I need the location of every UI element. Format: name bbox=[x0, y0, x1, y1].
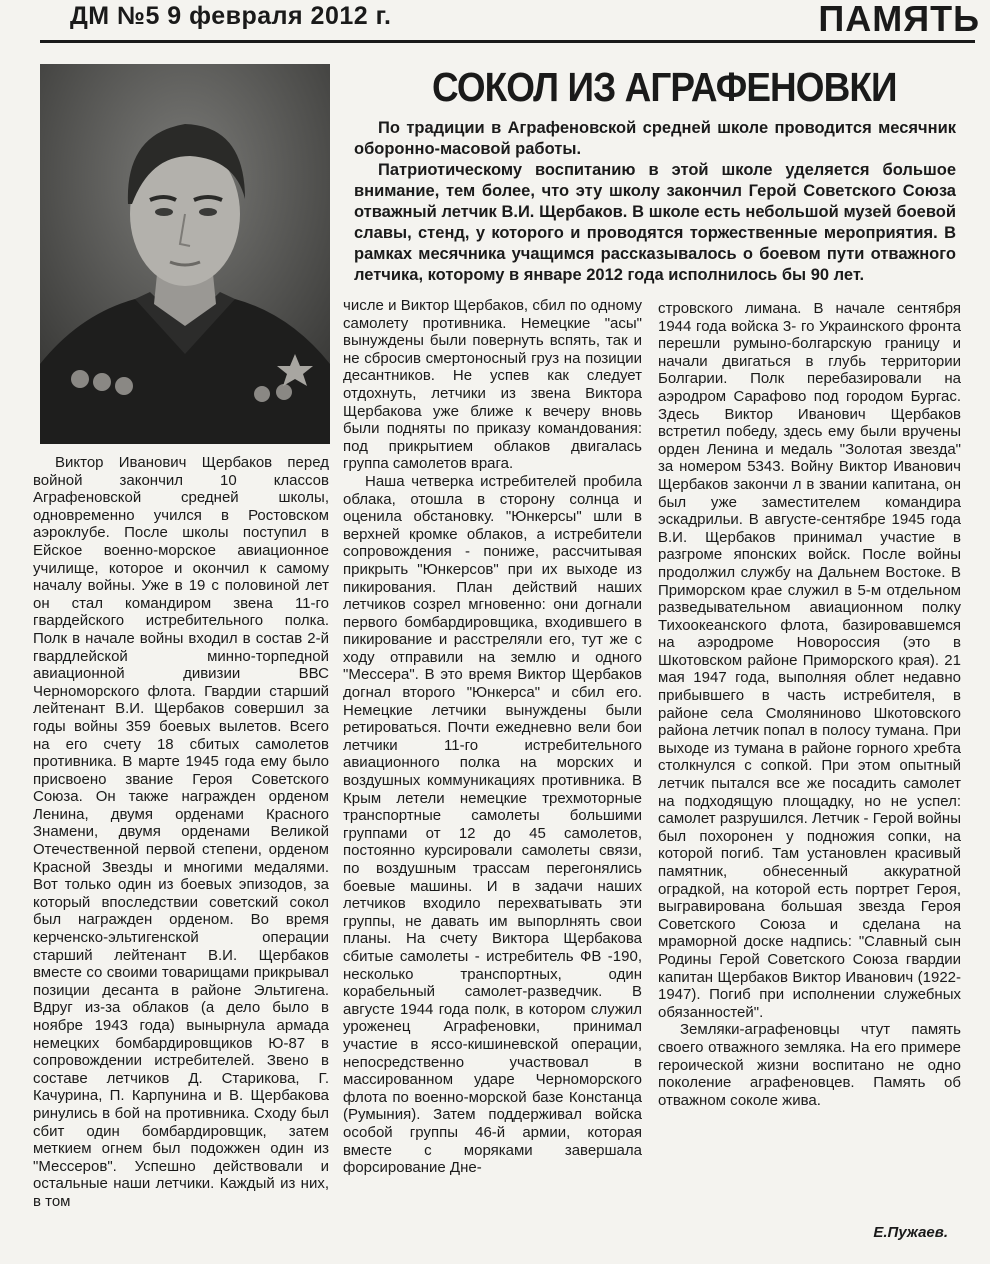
text-column-3 bbox=[658, 300, 961, 1109]
article-title: СОКОЛ ИЗ АГРАФЕНОВКИ bbox=[432, 64, 897, 110]
text-column-2 bbox=[343, 297, 642, 1177]
lead-paragraph: Патриотическому воспитанию в этой школе уделяется большое внимание, тем более, что эту школу закончил Герой Советского Союза отважный летчик В.И. Щербаков. В школе есть небольшой музей боевой славы, стенд, у которого и проводятся торжественные мероприятия. В рамках месячника учащимся рассказывалось о боевом пути отважного летчика, которому в январе 2012 года исполнилось бы 90 лет. bbox=[354, 161, 956, 284]
author-signature: Е.Пужаев. bbox=[873, 1224, 948, 1241]
body-paragraph: Виктор Иванович Щербаков перед войной закончил 10 классов Аграфеновской средней школы, одновременно учился в Ростовском аэроклубе. После школы поступил в Ейское военно-морское авиационное училище, которое и окончил к самому началу войны. Уже в 19 с половиной лет он стал командиром звена 11-го гвардейского истребительного полка. Полк в начале войны входил в состав 2-й гвардлейской минно-торпедной авиационной дивизии ВВС Черноморского флота. Гвардии старший лейтенант В.И. Щербаков совершил за годы войны 359 боевых вылетов. Всего на его счету 18 сбитых самолетов противника. В марте 1945 года ему было присвоено звание Героя Советского Союза. Он также награжден орденом Ленина, двумя орденами Красного Знамени, двумя орденами Великой Отечественной первой степени, орденом Красной Звезды и многими медалями. Вот только один из боевых эпизодов, за который впоследствии советский сокол был награжден орденом. Во время керченско-эльтигенской операции старший лейтенант В.И. Щербаков вместе со своими товарищами прикрывал позиции десанта в районе Эльтигена. Вдруг из-за облаков (а дело было в ноябре 1943 года) вынырнула армада немецких бомбардировщиков Ю-87 в сопровождении истребителей. Звено в составе летчиков Д. Старикова, Г. Качурина, П. Карпунина и В. Щербакова ринулись в бой на противника. Сходу был сбит один бомбардировщик, затем меткием огнем был подожжен один из "Мессеров". Успешно действовали и остальные наши летчики. Каждый из них, в том bbox=[33, 454, 329, 1210]
portrait-photo bbox=[40, 64, 330, 444]
body-paragraph: Наша четверка истребителей пробила облака, отошла в сторону солнца и оценила обстановку. "Юнкерсы" шли в верхней кромке облаков, а истребители сопровождения - пониже, рассчитывая прикрыть "Юнкерсов" при их выходе из пикирования. План действий наших летчиков созрел мгновенно: они догнали первого бомбардировщика, входившего в пикирование и расстреляли его, тут же с ходу отправили на землю и одного "Мессера". В это время Виктор Щербаков догнал второго "Юнкерса" и сбил его. Немецкие летчики вынуждены были ретироваться. Почти ежедневно вели бои летчики 11-го истребительного авиационного полка на морских и воздушных коммуникациях противника. В Крым летели немецкие трехмоторные транспортные самолеты большими группами от 12 до 45 самолетов, постоянно курсировали самолеты связи, по воздушным трассам перегонялись боевые машины. И в задачи наших летчиков входило перехватывать эти группы, не давать им выпорлнять свои планы. На счету Виктора Щербакова сбитые самолеты - истребитель ФВ -190, несколько транспортных, один корабельный самолет-разведчик. В августе 1944 года полк, в котором служил уроженец Аграфеновки, принимал участие в яссо-кишиневской операции, непосредственно участвовал в массированном ударе Черноморского флота по военно-морской базе Констанца (Румыния). Затем поддерживал войска особой группы 46-й армии, которая вместе с моряками завершала форсирование Дне- bbox=[343, 472, 642, 1177]
body-paragraph: Земляки-аграфеновцы чтут память своего отважного земляка. На его примере героической жизни воспитано не одно поколение аграфеновцев. Память об отважном соколе жива. bbox=[658, 1021, 961, 1109]
lead-paragraph: По традиции в Аграфеновской средней школе проводится месячник оборонно-масовой работы. bbox=[354, 119, 956, 158]
issue-date: ДМ №5 9 февраля 2012 г. bbox=[70, 2, 392, 30]
body-paragraph: стровского лимана. В начале сентября 1944 года войска 3- го Украинского фронта перешли румыно-болгарскую границу и начали двигаться в глубь территории Болгарии. Полк перебазировали на аэродром Сарафово под городом Бургас. Здесь Виктор Иванович Щербаков встретил победу, здесь ему были вручены орден Ленина и медаль "Золотая звезда" за номером 5343. Войну Виктор Иванович Щербаков закончи л в звании капитана, он был уже заместителем командира эскадрильи. В августе-сентябре 1945 года В.И. Щербаков принимал участие в разгроме японских войск. После войны продолжил службу на Дальнем Востоке. В Приморском крае служил в 5-м отдельном разведывательном авиационном полку Тихоокеанского флота, базировавшемся на аэродроме Новороссия (это в Шкотовском районе Приморского края). 21 мая 1947 года, выполняя облет недавно прибывшего в часть истребителя, в районе села Смоляниново Шкотовского района летчик попал в полосу тумана. При выходе из тумана в районе горного хребта столкнулся с сопкой. При этом опытный летчик пытался все же посадить самолет на подходящую площадку, но не успел: самолет разрушился. Летчик - Герой войны был похоронен у подножия сопки, на которой погиб. Там установлен красивый памятник, обнесенный аккуратной оградкой, на которой есть портрет Героя, выгравирована большая звезда Героя Советского Союза и сделана на мраморной доске надпись: "Славный сын Родины Герой Советского Союза гвардии капитан Щербаков Виктор Иванович (1922-1947). Погиб при исполнении служебных обязанностей". bbox=[658, 300, 961, 1021]
article-lead bbox=[354, 118, 956, 286]
header-rule bbox=[40, 40, 975, 43]
portrait-image bbox=[40, 64, 330, 444]
masthead bbox=[40, 0, 980, 40]
text-column-1 bbox=[33, 454, 329, 1211]
rubric-title: ПАМЯТЬ bbox=[818, 0, 980, 39]
body-paragraph: числе и Виктор Щербаков, сбил по одному самолету противника. Немецкие "асы" вынуждены были повернуть вспять, так и не сбросив смертоносный груз на позиции десантников. Не успев как следует отдохнуть, летчики из звена Виктора Щербакова уже ближе к вечеру вновь были подняты по приказу командования: под прикрытием облаков двигалась группа самолетов врага. bbox=[343, 297, 642, 473]
